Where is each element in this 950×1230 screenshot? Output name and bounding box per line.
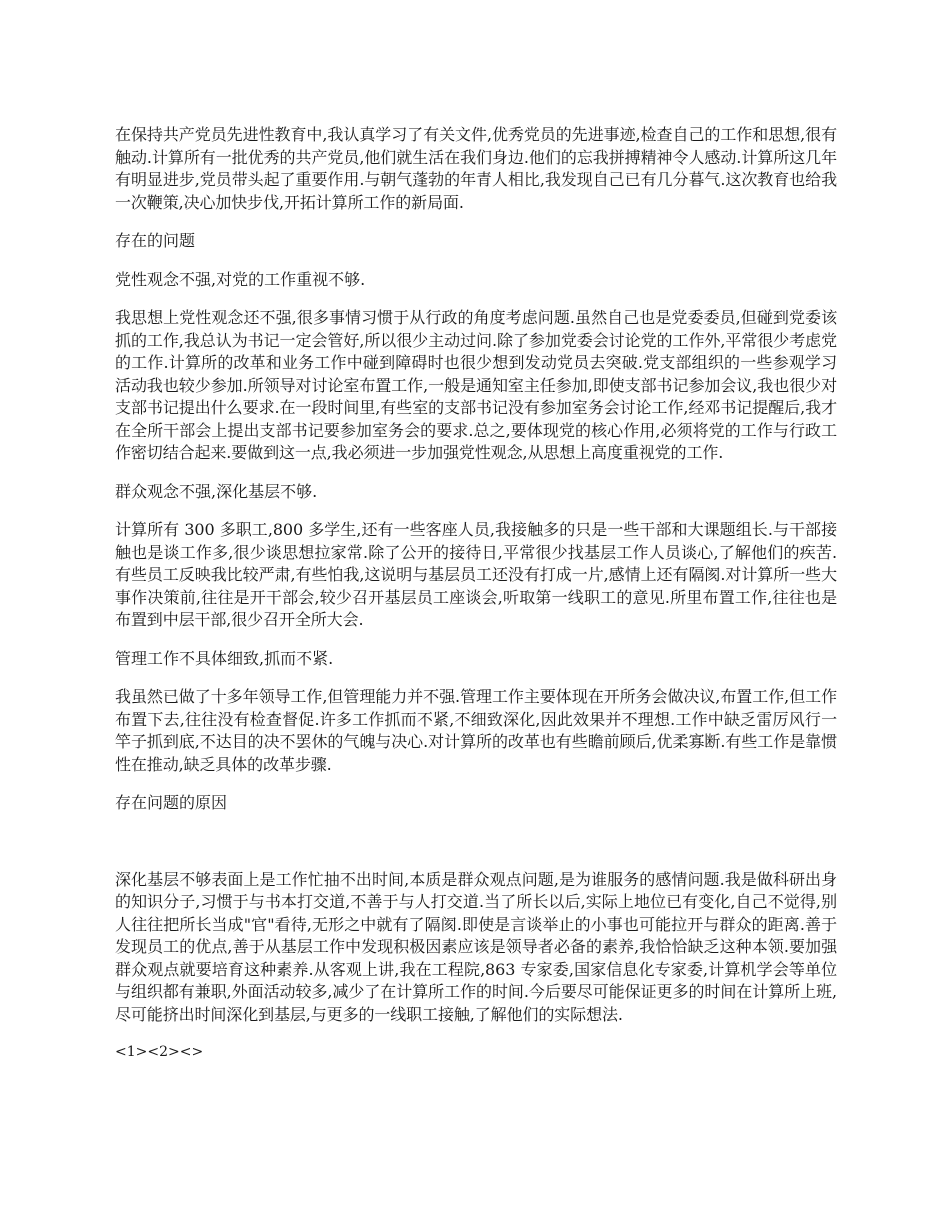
paragraph-mass-awareness: 计算所有 300 多职工,800 多学生,还有一些客座人员,我接触多的只是一些干部和大课题组长.与干部接触也是谈工作多,很少谈思想拉家常.除了公开的接待日,平常很少找基层工作人员谈心,了解他们的疾苦.有些员工反映我比较严肃,有些怕我,这说明与基层员工还没有打成一片,感情上还有隔阂.对计算所一些大事作决策前,往往是开干部会,较少召开基层员工座谈会,听取第一线职工的意见.所里布置工作,往往也是布置到中层干部,很少召开全所大会.	[115, 520, 837, 629]
pagination-links[interactable]: <1><2><>	[115, 1044, 204, 1060]
blank-space	[115, 831, 837, 869]
section-heading-problems: 存在的问题	[115, 231, 196, 250]
intro-paragraph: 在保持共产党员先进性教育中,我认真学习了有关文件,优秀党员的先进事迹,检查自己的工作和思想,很有触动.计算所有一批优秀的共产党员,他们就生活在我们身边.他们的忘我拼搏精神令人感动.计算所这几年有明显进步,党员带头起了重要作用.与朝气蓬勃的年青人相比,我发现自己已有几分暮气.这次教育也给我一次鞭策,决心加快步伐,开拓计算所工作的新局面.	[115, 125, 837, 212]
document-page	[115, 124, 837, 1062]
paragraph-party-awareness: 我思想上党性观念还不强,很多事情习惯于从行政的角度考虑问题.虽然自己也是党委委员,但碰到党委该抓的工作,我总认为书记一定会管好,所以很少主动过问.除了参加党委会讨论党的工作外,平常很少考虑党的工作.计算所的改革和业务工作中碰到障碍时也很少想到发动党员去突破.党支部组织的一些参观学习活动我也较少参加.所领导对讨论室布置工作,一般是通知室主任参加,即使支部书记参加会议,我也很少对支部书记提出什么要求.在一段时间里,有些室的支部书记没有参加室务会讨论工作,经邓书记提醒后,我才在全所干部会上提出支部书记要参加室务会的要求.总之,要体现党的核心作用,必须将党的工作与行政工作密切结合起来.要做到这一点,我必须进一步加强党性观念,从思想上高度重视党的工作.	[115, 308, 837, 462]
subheading-party-awareness: 党性观念不强,对党的工作重视不够.	[115, 269, 366, 289]
subheading-management: 管理工作不具体细致,抓而不紧.	[115, 648, 334, 668]
paragraph-management: 我虽然已做了十多年领导工作,但管理能力并不强.管理工作主要体现在开所务会做决议,布置工作,但工作布置下去,往往没有检查督促.许多工作抓而不紧,不细致深化,因此效果并不理想.工作中缺乏雷厉风行一竿子抓到底,不达目的决不罢休的气魄与决心.对计算所的改革也有些瞻前顾后,优柔寡断.有些工作是靠惯性在推动,缺乏具体的改革步骤.	[115, 687, 837, 774]
section-heading-causes: 存在问题的原因	[115, 793, 228, 812]
paragraph-causes: 深化基层不够表面上是工作忙抽不出时间,本质是群众观点问题,是为谁服务的感情问题.我是做科研出身的知识分子,习惯于与书本打交道,不善于与人打交道.当了所长以后,实际上地位已有变化,自己不觉得,别人往往把所长当成"官"看待,无形之中就有了隔阂.即使是言谈举止的小事也可能拉开与群众的距离.善于发现员工的优点,善于从基层工作中发现积极因素应该是领导者必备的素养,我恰恰缺乏这种本领.要加强群众观点就要培育这种素养.从客观上讲,我在工程院,863 专家委,国家信息化专家委,计算机学会等单位与组织都有兼职,外面活动较多,减少了在计算所工作的时间.今后要尽可能保证更多的时间在计算所上班,尽可能挤出时间深化到基层,与更多的一线职工接触,了解他们的实际想法.	[115, 869, 837, 1024]
subheading-mass-awareness: 群众观念不强,深化基层不够.	[115, 481, 318, 501]
